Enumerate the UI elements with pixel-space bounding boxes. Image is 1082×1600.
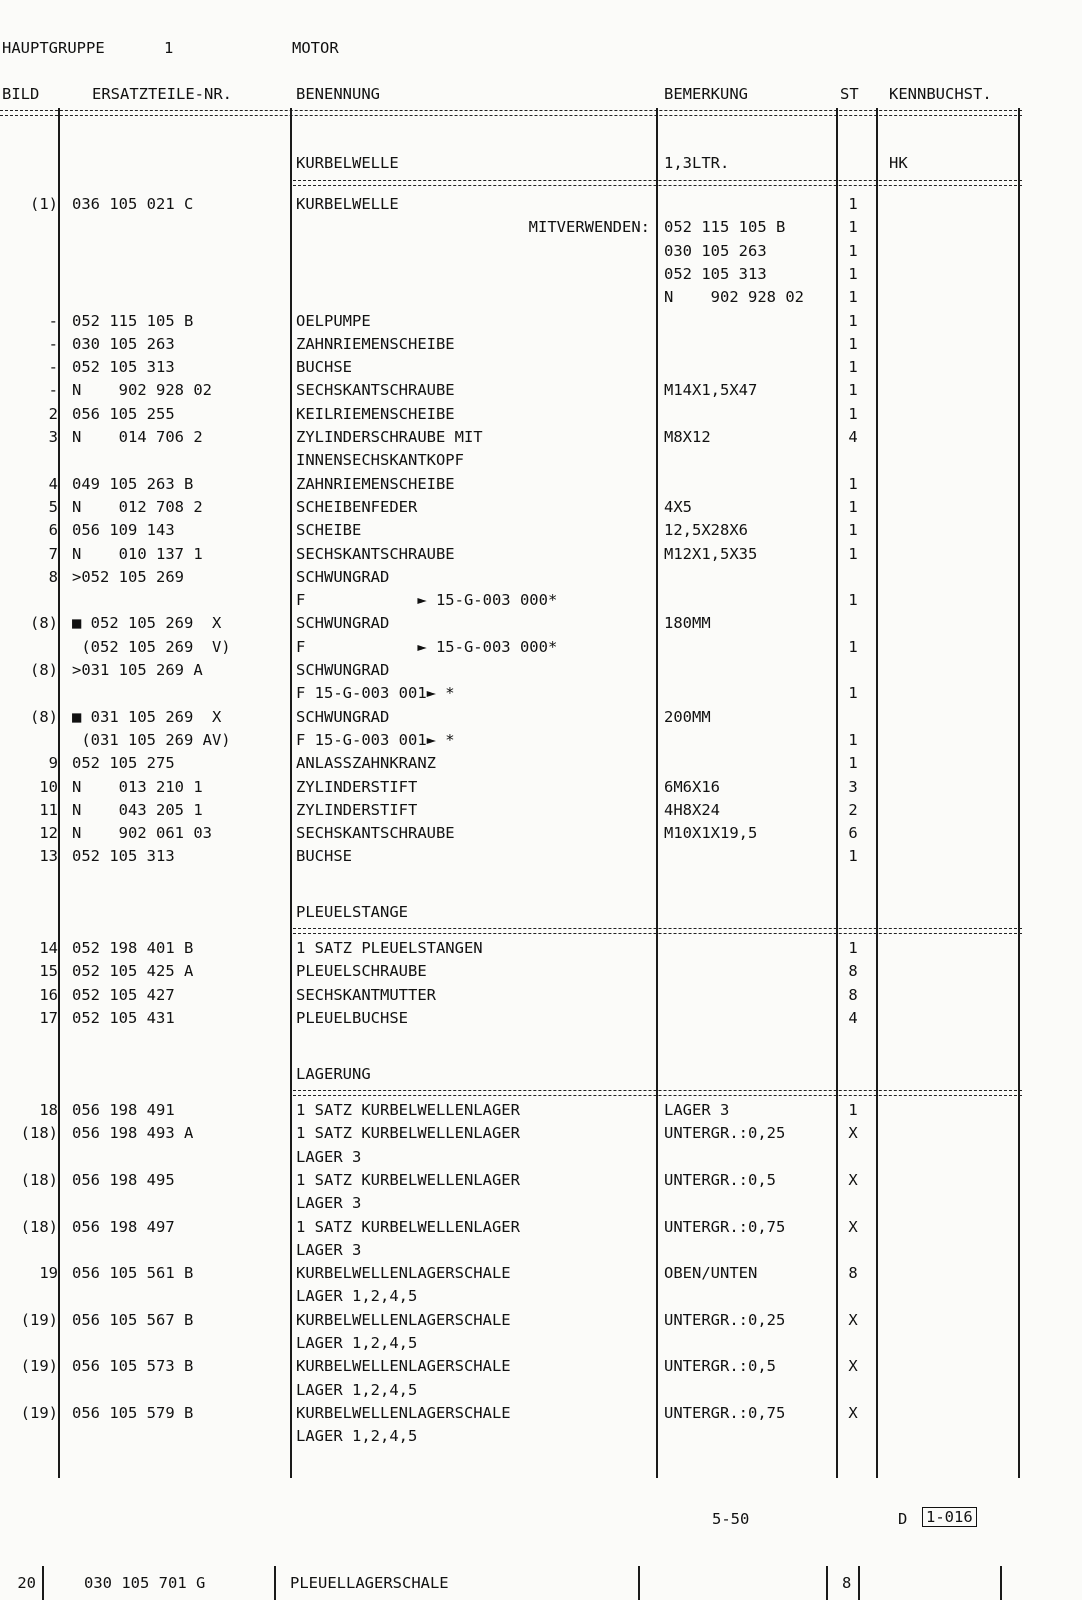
section-kurbelwelle-code: HK [889,154,908,172]
table-row [0,193,1022,216]
next-qty: 8 [842,1574,852,1592]
part-number-cell: N 014 706 2 [72,428,203,446]
part-number-cell: ■ 031 105 269 X [72,707,222,726]
bild-cell: 9 [48,754,58,773]
description-cell: SCHWUNGRAD [296,707,390,726]
next-part: 030 105 701 G [84,1574,206,1592]
description-cell: ZAHNRIEMENSCHEIBE [296,334,455,353]
table-row [0,589,1022,612]
remark-cell: UNTERGR.:0,5 [664,1170,776,1189]
bild-cell: 18 [39,1101,58,1119]
part-number-cell: 052 105 313 [72,847,175,866]
bild-cell: (8) [30,614,58,633]
bild-cell: 14 [39,939,58,957]
quantity-cell: 1 [848,404,858,423]
quantity-cell: 1 [848,264,858,283]
bild-cell: 7 [48,544,58,563]
remark-cell: M8X12 [664,428,711,446]
quantity-cell: 1 [848,939,858,957]
bild-cell: 11 [39,800,58,819]
quantity-cell: 1 [848,288,858,307]
part-number-cell: 056 105 567 B [72,1310,194,1329]
next-page-row [0,1572,1022,1595]
remark-cell: UNTERGR.:0,75 [664,1403,786,1422]
table-row [0,799,1022,822]
part-number-cell: ■ 052 105 269 X [72,614,222,633]
description-cell: ZYLINDERSTIFT [296,800,418,819]
description-cell: F 15-G-003 001► * [296,684,455,703]
table-row [0,937,1022,960]
description-cell: MITVERWENDEN: [528,218,650,237]
part-number-cell: N 010 137 1 [72,544,203,563]
table-row [0,543,1022,566]
quantity-cell: 1 [848,497,858,516]
part-number-cell: 052 105 425 A [72,962,194,981]
quantity-cell: 1 [848,218,858,237]
col-name: BENENNUNG [296,85,380,103]
description-cell: LAGER 3 [296,1147,362,1166]
description-cell: LAGER 1,2,4,5 [296,1334,418,1352]
description-cell: SCHEIBE [296,521,362,540]
table-row [0,1192,1022,1215]
remark-cell: 4H8X24 [664,800,720,819]
table-row [0,1099,1022,1122]
next-rule-code [1000,1566,1002,1600]
next-rule-bild [42,1566,44,1600]
col-code: KENNBUCHST. [889,85,992,103]
group-number: 1 [164,39,174,57]
table-row [0,1239,1022,1262]
bild-cell: 15 [39,962,58,981]
quantity-cell: 1 [848,195,858,213]
table-row [0,729,1022,752]
bild-cell: (19) [20,1357,58,1376]
bild-cell: - [48,381,58,400]
table-row [0,1122,1022,1145]
section-kurbelwelle-title: KURBELWELLE [296,154,399,172]
bild-cell: 13 [39,847,58,866]
col-qty: ST [840,85,859,103]
bild-cell: (19) [20,1310,58,1329]
bild-cell: 19 [39,1264,58,1283]
next-rule-part [274,1566,276,1600]
next-name: PLEUELLAGERSCHALE [290,1574,449,1592]
description-cell: INNENSECHSKANTKOPF [296,451,464,470]
part-number-cell: 052 105 313 [72,358,175,377]
quantity-cell: 1 [848,730,858,749]
description-cell: BUCHSE [296,358,352,377]
description-cell: 1 SATZ KURBELWELLENLAGER [296,1124,520,1143]
quantity-cell: 1 [848,521,858,540]
description-cell: LAGER 3 [296,1240,362,1259]
part-number-cell: N 013 210 1 [72,777,203,796]
description-cell: KURBELWELLENLAGERSCHALE [296,1357,511,1376]
part-number-cell: N 902 061 03 [72,824,212,843]
next-bild: 20 [17,1574,36,1592]
quantity-cell: X [848,1403,858,1422]
part-number-cell: 056 198 491 [72,1101,175,1119]
quantity-cell: 1 [848,241,858,260]
bild-cell: (8) [30,707,58,726]
bild-cell: (19) [20,1403,58,1422]
quantity-cell: 8 [848,1264,858,1283]
table-row [0,566,1022,589]
col-part-no: ERSATZTEILE-NR. [92,85,232,103]
table-row [0,682,1022,705]
table-row [0,1402,1022,1425]
description-cell: 1 SATZ KURBELWELLENLAGER [296,1217,520,1236]
table-row [0,1309,1022,1332]
table-row [0,1262,1022,1285]
quantity-cell: 1 [848,684,858,703]
quantity-cell: 1 [848,311,858,330]
table-row [0,240,1022,263]
table-row [0,1425,1022,1448]
quantity-cell: 4 [848,1008,858,1027]
bild-cell: 12 [39,824,58,843]
part-number-cell: 056 198 493 A [72,1124,194,1143]
part-number-cell: 056 105 255 [72,404,175,423]
table-row [0,310,1022,333]
table-row [0,286,1022,309]
page-number: 5-50 [712,1510,750,1528]
part-number-cell: 056 198 497 [72,1217,175,1236]
remark-cell: 030 105 263 [664,241,767,260]
col-remark: BEMERKUNG [664,85,748,103]
page-ref-box [922,1506,977,1529]
table-row [0,1216,1022,1239]
part-number-cell: 056 198 495 [72,1170,175,1189]
remark-cell: 12,5X28X6 [664,521,748,540]
table-row [0,1285,1022,1308]
remark-cell: 6M6X16 [664,777,720,796]
table-row [0,263,1022,286]
section-lagerung-title: LAGERUNG [296,1065,371,1083]
remark-cell: 4X5 [664,497,692,516]
remark-cell: 052 105 313 [664,264,767,283]
bild-cell: 4 [48,474,58,493]
table-row [0,1332,1022,1355]
quantity-cell: X [848,1170,858,1189]
description-cell: KURBELWELLENLAGERSCHALE [296,1403,511,1422]
part-number-cell: 052 105 431 [72,1008,175,1027]
description-cell: SCHEIBENFEDER [296,497,418,516]
table-row [0,496,1022,519]
remark-cell: UNTERGR.:0,75 [664,1217,786,1236]
quantity-cell: 6 [848,824,858,843]
part-number-cell: 052 105 427 [72,985,175,1004]
quantity-cell: 1 [848,637,858,656]
bild-cell: 10 [39,777,58,796]
quantity-cell: 1 [848,1101,858,1119]
description-cell: ANLASSZAHNKRANZ [296,754,436,773]
table-row [0,449,1022,472]
part-number-cell: >031 105 269 A [72,661,203,679]
section-pleuelstange-title: PLEUELSTANGE [296,903,408,921]
quantity-cell: 1 [848,358,858,377]
description-cell: SCHWUNGRAD [296,567,390,586]
bild-cell: (1) [30,195,58,213]
quantity-cell: 1 [848,381,858,400]
quantity-cell: 1 [848,591,858,610]
bild-cell: (8) [30,661,58,679]
bild-cell: - [48,358,58,377]
section-pleuelstange-separator [293,928,1022,934]
quantity-cell: 8 [848,962,858,981]
next-rule-remark [826,1566,828,1600]
bild-cell: - [48,334,58,353]
remark-cell: N 902 928 02 [664,288,804,307]
part-number-cell: (031 105 269 AV) [72,730,231,749]
table-row [0,519,1022,542]
description-cell: 1 SATZ PLEUELSTANGEN [296,939,483,957]
description-cell: SCHWUNGRAD [296,614,390,633]
col-bild: BILD [2,85,40,103]
quantity-cell: X [848,1310,858,1329]
description-cell: LAGER 1,2,4,5 [296,1380,418,1399]
quantity-cell: X [848,1217,858,1236]
quantity-cell: 1 [848,544,858,563]
description-cell: PLEUELSCHRAUBE [296,962,427,981]
part-number-cell: 056 109 143 [72,521,175,540]
next-rule-qty [858,1566,860,1600]
bild-cell: (18) [20,1217,58,1236]
description-cell: KURBELWELLENLAGERSCHALE [296,1264,511,1283]
table-row [0,356,1022,379]
description-cell: F 15-G-003 001► * [296,730,455,749]
quantity-cell: X [848,1124,858,1143]
table-row [0,1379,1022,1402]
section-kurbelwelle-separator [293,180,1022,186]
bild-cell: 16 [39,985,58,1004]
part-number-cell: 056 105 561 B [72,1264,194,1283]
bild-cell: 6 [48,521,58,540]
table-row [0,473,1022,496]
description-cell: SECHSKANTSCHRAUBE [296,824,455,843]
bild-cell: (18) [20,1170,58,1189]
description-cell: ZAHNRIEMENSCHEIBE [296,474,455,493]
bild-cell: 5 [48,497,58,516]
remark-cell: 052 115 105 B [664,218,786,237]
quantity-cell: 1 [848,754,858,773]
part-number-cell: >052 105 269 [72,567,184,586]
quantity-cell: 1 [848,334,858,353]
quantity-cell: X [848,1357,858,1376]
description-cell: BUCHSE [296,847,352,866]
quantity-cell: 3 [848,777,858,796]
table-row [0,1007,1022,1030]
quantity-cell: 1 [848,847,858,866]
part-number-cell: 052 115 105 B [72,311,194,330]
table-row [0,845,1022,868]
remark-cell: M14X1,5X47 [664,381,758,400]
remark-cell: LAGER 3 [664,1101,730,1119]
remark-cell: OBEN/UNTEN [664,1264,758,1283]
bild-cell: - [48,311,58,330]
quantity-cell: 1 [848,474,858,493]
description-cell: SECHSKANTSCHRAUBE [296,544,455,563]
section-lagerung-separator [293,1090,1022,1096]
table-row [0,1169,1022,1192]
bild-cell: 2 [48,404,58,423]
quantity-cell: 2 [848,800,858,819]
group-name: MOTOR [292,39,339,57]
table-row [0,379,1022,402]
table-row [0,612,1022,635]
description-cell: OELPUMPE [296,311,371,330]
quantity-cell: 4 [848,428,858,446]
description-cell: KURBELWELLENLAGERSCHALE [296,1310,511,1329]
part-number-cell: (052 105 269 V) [72,637,231,656]
part-number-cell: N 012 708 2 [72,497,203,516]
part-number-cell: 030 105 263 [72,334,175,353]
remark-cell: UNTERGR.:0,25 [664,1310,786,1329]
part-number-cell: N 902 928 02 [72,381,212,400]
bild-cell: (18) [20,1124,58,1143]
table-row [0,333,1022,356]
description-cell: LAGER 1,2,4,5 [296,1427,418,1446]
remark-cell: M12X1,5X35 [664,544,758,563]
remark-cell: UNTERGR.:0,25 [664,1124,786,1143]
description-cell: 1 SATZ KURBELWELLENLAGER [296,1101,520,1119]
table-row [0,706,1022,729]
part-number-cell: 056 105 579 B [72,1403,194,1422]
table-row [0,1355,1022,1378]
description-cell: KURBELWELLE [296,195,399,213]
remark-cell: UNTERGR.:0,5 [664,1357,776,1376]
part-number-cell: 036 105 021 C [72,195,194,213]
table-row [0,636,1022,659]
table-row [0,776,1022,799]
description-cell: LAGER 1,2,4,5 [296,1287,418,1306]
description-cell: F ► 15-G-003 000* [296,637,558,656]
description-cell: SECHSKANTMUTTER [296,985,436,1004]
quantity-cell: 8 [848,985,858,1004]
description-cell: ZYLINDERSTIFT [296,777,418,796]
table-row [0,216,1022,239]
table-row [0,960,1022,983]
header-separator [0,110,1022,116]
description-cell: PLEUELBUCHSE [296,1008,408,1027]
description-cell: F ► 15-G-003 000* [296,591,558,610]
description-cell: 1 SATZ KURBELWELLENLAGER [296,1170,520,1189]
part-number-cell: N 043 205 1 [72,800,203,819]
part-number-cell: 056 105 573 B [72,1357,194,1376]
bild-cell: 8 [48,567,58,586]
bild-cell: 17 [39,1008,58,1027]
remark-cell: 180MM [664,614,711,633]
table-row [0,1146,1022,1169]
table-row [0,659,1022,682]
description-cell: ZYLINDERSCHRAUBE MIT [296,428,483,446]
part-number-cell: 052 105 275 [72,754,175,773]
description-cell: SCHWUNGRAD [296,661,390,679]
table-row [0,426,1022,449]
description-cell: KEILRIEMENSCHEIBE [296,404,455,423]
group-label: HAUPTGRUPPE [2,39,105,57]
part-number-cell: 049 105 263 B [72,474,194,493]
description-cell: LAGER 3 [296,1194,362,1213]
table-row [0,403,1022,426]
next-rule-name [638,1566,640,1600]
remark-cell: M10X1X19,5 [664,824,758,843]
part-number-cell: 052 198 401 B [72,939,194,957]
table-row [0,822,1022,845]
table-row [0,984,1022,1007]
page-ref: 1-016 [922,1507,977,1527]
section-kurbelwelle-remark: 1,3LTR. [664,154,730,172]
page-lang: D [898,1510,908,1528]
bild-cell: 3 [48,428,58,446]
description-cell: SECHSKANTSCHRAUBE [296,381,455,400]
table-row [0,752,1022,775]
remark-cell: 200MM [664,707,711,726]
